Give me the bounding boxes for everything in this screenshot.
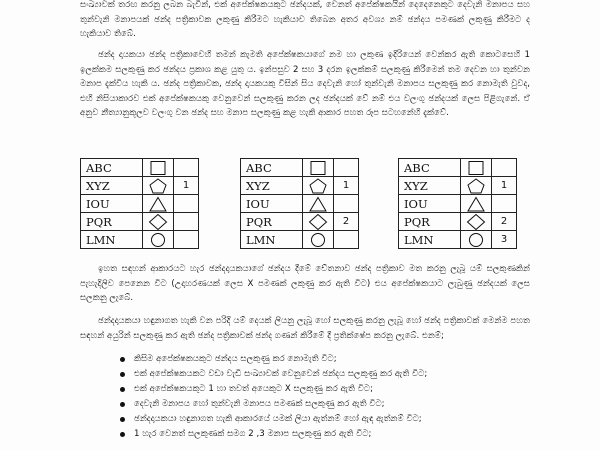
preference-mark xyxy=(174,159,199,177)
preference-mark: 2 xyxy=(334,213,359,231)
ballot-row xyxy=(399,177,517,195)
rejection-list xyxy=(120,352,540,442)
preference-mark: 1 xyxy=(174,177,199,195)
ballot-example-1 xyxy=(80,158,199,249)
triangle-icon xyxy=(303,195,334,213)
candidate-name: PQR xyxy=(241,213,303,231)
preference-mark: 2 xyxy=(492,213,517,231)
candidate-name: XYZ xyxy=(399,177,461,195)
ballot-example-2 xyxy=(240,158,359,249)
candidate-name: IOU xyxy=(81,195,143,213)
paragraph-1: සංඛ්‍යාවක් තරඟ කරනු ලබන බැවින්, එක් අපේක්ෂකයකුට ඡන්දයක්, වෙනත් අපේක්ෂකයින් දෙදෙනෙකුට දෙවැනි මනාපය සහ තුන්වැනි මනාපයක් ඡන්ද පත්‍රිකාවක ලකුණු කිරීමට හැකියාව තිබෙන අතර අවශ්‍ය නම් ඡන්දය පමණක් ලකුණු කිරීමට ද හැකියාව තිබේ. xyxy=(80,0,530,39)
triangle-icon xyxy=(143,195,174,213)
diamond-icon xyxy=(461,213,492,231)
triangle-icon xyxy=(461,195,492,213)
square-icon xyxy=(303,159,334,177)
list-item: එක් අපේක්ෂකයකට වඩා වැඩි සංඛ්‍යාවක් වෙනුවෙන් ඡන්දය සලකුණු කර ඇති විට; xyxy=(120,367,540,382)
candidate-name: XYZ xyxy=(81,177,143,195)
ballot-row xyxy=(81,177,199,195)
candidate-name: XYZ xyxy=(241,177,303,195)
circle-icon xyxy=(461,231,492,249)
list-item: දෙවැනි මනාපය හෝ තුන්වැනි මනාපය පමණක් සලකුණු කර ඇති විට; xyxy=(120,397,540,412)
preference-mark xyxy=(174,195,199,213)
ballot-row xyxy=(399,213,517,231)
candidate-name: ABC xyxy=(399,159,461,177)
candidate-name: IOU xyxy=(399,195,461,213)
candidate-name: LMN xyxy=(81,231,143,249)
preference-mark xyxy=(492,195,517,213)
list-item: 1 හැර වෙනත් සලකුණක් සමග 2 ,3 මනාප සලකුණු කර ඇති විට; xyxy=(120,427,540,442)
ballot-row xyxy=(399,231,517,249)
preference-mark xyxy=(174,213,199,231)
square-icon xyxy=(143,159,174,177)
preference-mark: 1 xyxy=(492,177,517,195)
ballot-row xyxy=(81,195,199,213)
list-item: එක් අපේක්ෂකයකුට 1 හා තවත් අයෙකුට X සලකුණු කර ඇති විට; xyxy=(120,382,540,397)
preference-mark: 1 xyxy=(334,177,359,195)
candidate-name: ABC xyxy=(241,159,303,177)
ballot-row xyxy=(81,231,199,249)
preference-mark xyxy=(334,195,359,213)
diamond-icon xyxy=(303,213,334,231)
ballot-row xyxy=(399,159,517,177)
ballot-row xyxy=(399,195,517,213)
ballot-row xyxy=(241,159,359,177)
paragraph-4: ඡන්දදායකයා හඳුනාගත හැකි වන පරිදි යම් දෙයක් ලියනු ලැබූ හෝ සලකුණු කරනු ලැබූ හෝ ඡන්ද පත්‍රිකාවක් මෙන්ම පහත සඳහන් අයුරින් සලකුණු කර ඇති ඡන්ද පත්‍රිකාවක් ඡන්ද ගණන් කිරීමේ දී ප්‍රතික්ෂේප කරනු ලැබේ. එනම්; xyxy=(80,316,530,341)
preference-mark xyxy=(334,231,359,249)
candidate-name: PQR xyxy=(81,213,143,231)
ballot-row xyxy=(241,213,359,231)
pentagon-icon xyxy=(461,177,492,195)
candidate-name: IOU xyxy=(241,195,303,213)
preference-mark xyxy=(174,231,199,249)
ballot-row xyxy=(241,195,359,213)
ballot-row xyxy=(81,159,199,177)
ballot-example-3 xyxy=(398,158,517,249)
diamond-icon xyxy=(143,213,174,231)
square-icon xyxy=(461,159,492,177)
preference-mark xyxy=(334,159,359,177)
circle-icon xyxy=(303,231,334,249)
pentagon-icon xyxy=(303,177,334,195)
preference-mark: 3 xyxy=(492,231,517,249)
candidate-name: LMN xyxy=(399,231,461,249)
circle-icon xyxy=(143,231,174,249)
list-item: කිසිම අපේක්ෂකයකුට ඡන්දය සලකුණු කර නොමැති විට; xyxy=(120,352,540,367)
ballot-row xyxy=(241,177,359,195)
candidate-name: PQR xyxy=(399,213,461,231)
ballot-row xyxy=(241,231,359,249)
preference-mark xyxy=(492,159,517,177)
ballot-row xyxy=(81,213,199,231)
pentagon-icon xyxy=(143,177,174,195)
candidate-name: ABC xyxy=(81,159,143,177)
paragraph-2: ඡන්ද දායකයා ඡන්ද පත්‍රිකාවෙහි තමන් කැමති අපේක්ෂකයාගේ නම හා ලකුණ ඉදිරියෙන් වෙන්කර ඇති කොටසෙහි 1 ඉලක්කම සලකුණු කර ඡන්දය ප්‍රකාශ කළ යුතු ය. ඉන්පසුව 2 සහ 3 දරන ඉලක්කම් සලකුණු කිරීමෙන් තම දෙවන හා තුන්වන මනාප දැක්විය හැකි ය. ඡන්ද පත්‍රිකාවක, ඡන්ද දායකයකු විසින් සිය දෙවැනි හෝ තුන්වැනි මනාපය සලකුණු කර නොමැති වුවද, එහි නිසියාකාරව එක් අපේක්ෂකයකු වෙනුවෙන් සලකුණු කරන ලද ඡන්දයක් වේ නම් එය වලංගු ඡන්දයක් ලෙස පිළිගැනේ. ඒ අනුව නීත්‍යානුකූලව වලංගු වන ඡන්ද සහ මනාප සලකුණු කළ හැකි ආකාර පහත රූප සටහනේහි දැක්වේ. xyxy=(80,50,530,118)
list-item: ඡන්දදායකයා හඳුනාගත හැකි ආකාරයේ යමක් ලියා ඇත්නම් හෝ ඇඳ ඇත්නම් විට; xyxy=(120,412,540,427)
candidate-name: LMN xyxy=(241,231,303,249)
paragraph-3: ඉහත සඳහන් ආකාරයට හැර ඡන්දදායකයාගේ ඡන්දය දීමේ චේතනාව ඡන්ද පත්‍රිකාව මත කරනු ලැබූ යම් සලකුණකින් පැහැදිලිව පෙනෙන විට (උදාහරණයක් ලෙස X පමණක් ලකුණු කර ඇති විට) එය අපේක්ෂකයාට ලැබුණු ඡන්දයක් ලෙස සලකනු ලැබේ. xyxy=(80,264,530,303)
